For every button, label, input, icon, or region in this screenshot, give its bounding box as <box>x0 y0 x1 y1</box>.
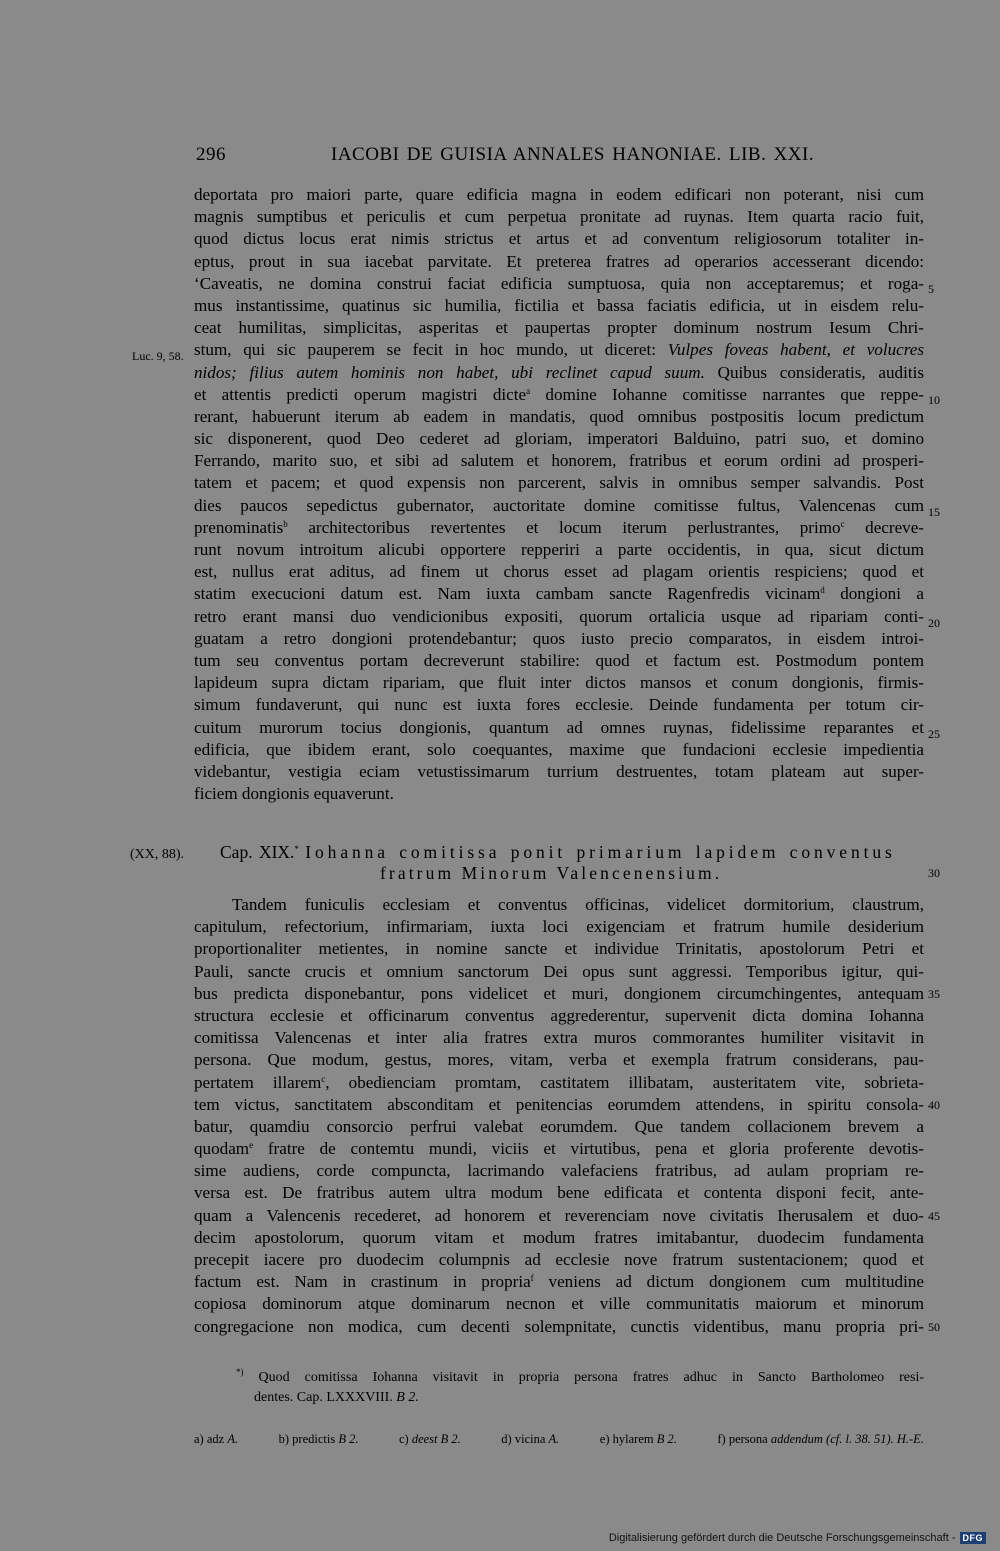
text-line: magnis sumptibus et periculis et cum perpetua pronitate ad ruynas. Item quarta racio fuit, <box>194 207 924 227</box>
text-run: architectoribus revertentes et locum iterum perlustrantes, primo <box>287 517 841 537</box>
apparatus-key: b) <box>278 1432 290 1446</box>
apparatus-entry <box>501 1432 559 1447</box>
text-line: ceat humilitas, simplicitas, asperitas et paupertas propter dominum nostrum Iesum Chri- <box>194 318 924 338</box>
running-title: IACOBI DE GUISIA ANNALES HANONIAE. LIB. XXI. <box>331 144 815 165</box>
text-run: fratre de contemtu mundi, viciis et virtutibus, pena et gloria proferente devotis- <box>253 1139 924 1159</box>
chapter-title: Iohanna comitissa ponit primarium lapidem conventus <box>305 842 896 862</box>
scripture-quote: Vulpes foveas habent, et volucres <box>667 340 924 360</box>
text-line: lapideum supra dictam ripariam, que fluit inter dictos mansos et conum dongionis, firmis- <box>194 673 924 693</box>
text-run: et attentis predicti operum magistri dicte <box>194 384 527 404</box>
text-run: domine Iohanne comitisse narrantes que reppe- <box>530 384 924 404</box>
text-line: guatam a retro dongioni protendebantur; quos iusto precio comparatos, in eisdem introi- <box>194 628 924 648</box>
text-line <box>194 517 924 539</box>
line-number: 10 <box>928 393 940 407</box>
apparatus-entry <box>600 1432 677 1447</box>
text-line: Ferrando, marito suo, et sibi ad salutem et honorem, fratribus et eorum ordini ad prosperi- <box>194 451 924 471</box>
text-run: , obedienciam promtam, castitatem illibatam, austeritatem vite, sobrieta- <box>325 1072 925 1092</box>
text-line: proportionaliter metientes, in nomine sancte et individue Trinitatis, apostolorum Petri et <box>194 939 924 959</box>
text-line: quam a Valencenis recederet, ad honorem et reverenciam nove civitatis Iherusalem et duo- <box>194 1205 924 1225</box>
apparatus-entry <box>717 1432 924 1447</box>
apparatus-reading: persona <box>728 1432 768 1446</box>
text-line: precepit iacere pro duodecim columpnis ad ecclesie nove fratrum sustentacionem; quod et <box>194 1250 924 1269</box>
footnote-text: Quod comitissa Iohanna visitavit in propria persona fratres adhuc in Sancto Bartholomeo resi- <box>258 1370 924 1385</box>
apparatus-key: c) <box>398 1432 409 1446</box>
text-line <box>194 384 924 406</box>
text-block-1 <box>194 184 924 805</box>
text-line <box>194 1271 924 1293</box>
text-line: retro erant mansi duo vendicionibus expositi, quorum ortalicia usque ad ripariam conti- <box>194 606 924 626</box>
text-run: stum, qui sic pauperem se fecit in hoc mundo, ut diceret: <box>194 340 668 360</box>
text-run: decreve- <box>844 517 924 537</box>
apparatus-key: d) <box>501 1432 512 1446</box>
text-line: videbantur, vestigia eciam vetustissimarum turrium destruentes, totam plateam aut super- <box>194 761 924 781</box>
apparatus-entry <box>279 1432 359 1447</box>
text-line: persona. Que modum, gestus, mores, vitam, verba et exempla fratrum considerans, pau- <box>194 1050 924 1070</box>
text-line: ‘Caveatis, ne domina construi faciat edificia sumptuosa, quia non acceptaremus; et roga- <box>194 273 924 293</box>
siglum: A. <box>548 1432 560 1446</box>
apparatus-entry <box>399 1432 461 1447</box>
apparatus-reading: adz <box>206 1432 225 1446</box>
text-line: Pauli, sancte crucis et omnium sanctorum Dei opus sunt aggressi. Temporibus igitur, qui- <box>194 961 924 981</box>
text-line <box>194 362 924 384</box>
footnote-line <box>236 1368 924 1388</box>
text-line <box>194 583 924 605</box>
footnote-mark: c <box>840 518 845 529</box>
running-header <box>196 144 923 172</box>
text-line: eptus, prout in sua iacebat parvitate. Et preterea fratres ad operarios accesserant dicendo: <box>194 251 924 271</box>
text-line: sime audiens, corde compuncta, lacrimando valefaciens fratribus, ad aulam propriam re- <box>194 1161 924 1181</box>
footnote-mark: b <box>283 518 288 529</box>
footnote-mark: *) <box>236 1367 244 1377</box>
text-run: Quibus consideratis, auditis <box>704 362 924 382</box>
apparatus-reading: vicina <box>514 1432 546 1446</box>
text-line: tem victus, sanctitatem absconditam et penitencias eorumdem attendens, in spiritu consola- <box>194 1094 924 1114</box>
footnote-mark: d <box>820 585 825 596</box>
text-line: congregacione non modica, cum decenti solempnitate, cunctis videntibus, manu propria pri- <box>194 1316 924 1336</box>
text-line: edificia, que ibidem erant, solo coequantes, maxime que fundacioni ecclesie impedientia <box>194 739 924 759</box>
margin-chapter-ref: (XX, 88). <box>130 847 185 862</box>
footnote-mark: e <box>249 1140 254 1151</box>
text-line: ficiem dongionis equaverunt. <box>194 784 394 804</box>
text-line: structura ecclesie et officinarum conventus aggrederentur, supervenit dicta domina Iohanna <box>194 1005 924 1025</box>
text-run: prenominatis <box>194 517 284 537</box>
line-number: 25 <box>928 727 940 741</box>
text-line: runt novum introitum alicubi opportere repperiri a parte occidentis, in qua, sicut dictum <box>194 540 924 559</box>
critical-apparatus <box>194 1432 924 1447</box>
footnote-mark: * <box>294 844 299 854</box>
text-line: versa est. De fratribus autem ultra modum bene edificata et contenta disponi fecit, ante- <box>194 1183 924 1203</box>
text-line: Tandem funiculis ecclesiam et conventus officinas, videlicet dormitorium, claustrum, <box>232 895 924 914</box>
text-line: copiosa dominorum atque dominarum necnon et ville communitatis maiorum et minorum <box>194 1294 924 1314</box>
text-line: tatem et pacem; et quod expensis non parcerent, salvis in omnibus semper salvandis. Post <box>194 473 924 493</box>
line-number: 50 <box>928 1320 940 1334</box>
text-line: quod dictus locus erat nimis strictus et artus et ad conventum religiosorum totaliter in- <box>194 229 924 249</box>
footnote-chapter <box>236 1368 924 1408</box>
digitization-credit <box>609 1532 986 1544</box>
line-number: 35 <box>928 987 940 1001</box>
chapter-title-line-1 <box>220 842 896 863</box>
text-line: est, nullus erat aditus, ad finem ut chorus esset ad plagam orientis respiciens; quod et <box>194 562 924 582</box>
text-line: decim apostolorum, quorum vitam et modum fratres imitabantur, duodecim fundamenta <box>194 1227 924 1247</box>
apparatus-reading: hylarem <box>612 1432 654 1446</box>
text-line <box>194 1138 924 1160</box>
apparatus-key: f) <box>717 1432 726 1446</box>
text-line: rerant, habuerunt iterum ab eadem in mandatis, quod omnibus postpositis locum predictum <box>194 406 924 426</box>
line-number: 15 <box>928 505 940 519</box>
line-number: 20 <box>928 616 940 630</box>
line-number: 30 <box>928 866 940 880</box>
text-line: bus predicta disponebantur, pons videlicet et muri, dongionem circumchingentes, antequam <box>194 983 924 1003</box>
chapter-title-line-2: fratrum Minorum Valencenensium. <box>380 863 723 883</box>
text-line: deportata pro maiori parte, quare edificia magna in eodem edificari non poterant, nisi cum <box>194 185 924 204</box>
siglum: B 2. <box>396 1390 419 1405</box>
credit-text: Digitalisierung gefördert durch die Deutsche Forschungsgemeinschaft - <box>608 1532 956 1544</box>
footnote-mark: c <box>321 1073 326 1084</box>
line-number: 40 <box>928 1098 940 1112</box>
text-run: pertatem illarem <box>194 1072 322 1092</box>
line-number: 5 <box>928 282 934 296</box>
margin-reference: Luc. 9, 58. <box>132 349 184 363</box>
footnote-line <box>236 1388 924 1408</box>
siglum: B 2. <box>338 1432 359 1446</box>
text-run: statim execucioni datum est. Nam iuxta cambam sancte Ragenfredis vicinam <box>194 584 821 604</box>
text-line: sic disponerent, quod Deo cederet ad gloriam, imperatori Balduino, patri suo, et domino <box>194 429 924 449</box>
text-run: dongioni a <box>824 584 924 604</box>
text-line <box>194 339 924 361</box>
text-run: veniens ad dictum dongionem cum multitudine <box>533 1272 924 1292</box>
chapter-number: Cap. XIX. <box>220 842 295 862</box>
footnote-text: dentes. Cap. LXXXVIII. <box>254 1390 393 1405</box>
text-line: cuitum murorum tocius dongionis, quantum ad omnes ruynas, fidelissime reparantes et <box>194 717 924 737</box>
text-line: tum seu conventus portam decreverunt stabilire: quod et factum est. Postmodum pontem <box>194 650 924 670</box>
text-line: simum fundaverunt, qui nunc est iuxta fores ecclesie. Deinde fundamenta per totum cir- <box>194 695 924 715</box>
siglum: B 2. <box>656 1432 677 1446</box>
text-line: mus instantissime, quatinus sic humilia, fictilia et bassa faciatis edificia, ut in eisdem relu- <box>194 295 924 315</box>
apparatus-key: e) <box>599 1432 610 1446</box>
text-line: batur, quamdiu consorcio perfrui valebat eorumdem. Que tandem collacionem brevem a <box>194 1116 924 1136</box>
text-run: factum est. Nam in crastinum in propria <box>194 1272 531 1292</box>
dfg-logo: DFG <box>960 1532 987 1544</box>
text-run: quodam <box>194 1139 250 1159</box>
apparatus-reading: predictis <box>292 1432 336 1446</box>
footnote-mark: a <box>526 385 531 396</box>
text-line: capitulum, refectorium, infirmariam, iuxta loci exigenciam et fratrum humile desiderium <box>194 917 924 937</box>
text-line <box>194 1072 924 1094</box>
siglum: deest B 2. <box>411 1432 461 1446</box>
footnote-mark: f <box>530 1273 534 1284</box>
siglum: addendum (cf. l. 38. 51). H.-E. <box>770 1432 924 1446</box>
apparatus-key: a) <box>194 1432 204 1446</box>
text-line: comitissa Valencenas et inter alia fratres extra muros commorantes humiliter visitavit in <box>194 1028 924 1048</box>
apparatus-entry <box>194 1432 238 1447</box>
scripture-quote: nidos; filius autem hominis non habet, ubi reclinet capud suum. <box>194 362 705 382</box>
page-number: 296 <box>196 144 226 165</box>
text-line: dies paucos sepedictus gubernator, auctoritate domine comitisse fultus, Valencenas cum <box>194 495 924 515</box>
siglum: A. <box>227 1432 239 1446</box>
line-number: 45 <box>928 1209 940 1223</box>
text-block-2 <box>194 894 924 1338</box>
